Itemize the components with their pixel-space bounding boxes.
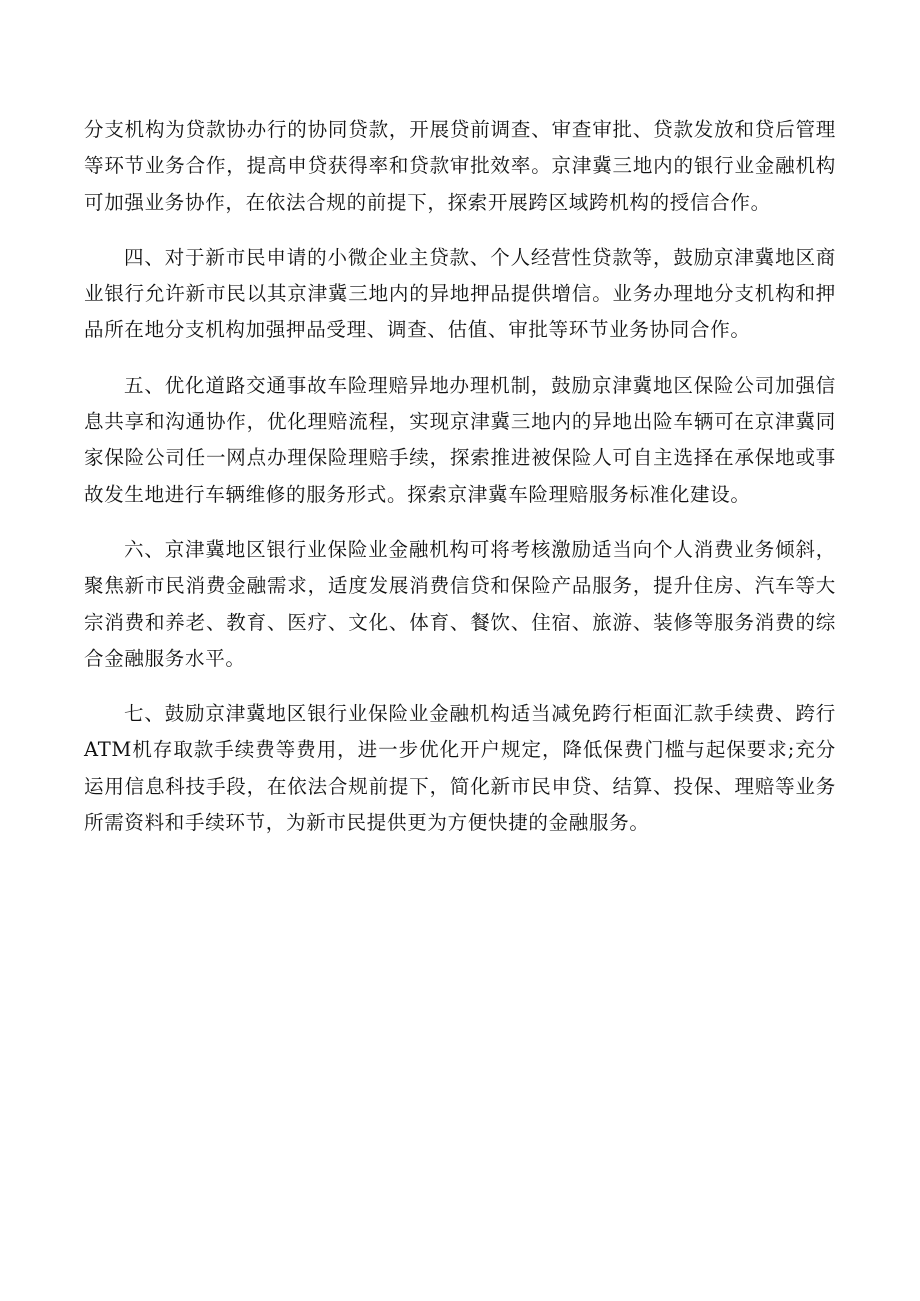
document-body <box>84 112 836 841</box>
paragraph-item-5: 五、优化道路交通事故车险理赔异地办理机制，鼓励京津冀地区保险公司加强信息共享和沟通协作，优化理赔流程，实现京津冀三地内的异地出险车辆可在京津冀同家保险公司任一网点办理保险理赔手续，探索推进被保险人可自主选择在承保地或事故发生地进行车辆维修的服务形式。探索京津冀车险理赔服务标准化建设。 <box>84 373 836 506</box>
paragraph-item-7: 七、鼓励京津冀地区银行业保险业金融机构适当减免跨行柜面汇款手续费、跨行ATM机存取款手续费等费用，进一步优化开户规定，降低保费门槛与起保要求;充分运用信息科技手段，在依法合规前提下，简化新市民申贷、结算、投保、理赔等业务所需资料和手续环节，为新市民提供更为方便快捷的金融服务。 <box>84 702 836 835</box>
paragraph-item-4: 四、对于新市民申请的小微企业主贷款、个人经营性贷款等，鼓励京津冀地区商业银行允许新市民以其京津冀三地内的异地押品提供增信。业务办理地分支机构和押品所在地分支机构加强押品受理、调查、估值、审批等环节业务协同合作。 <box>84 245 836 342</box>
paragraph-item-6: 六、京津冀地区银行业保险业金融机构可将考核激励适当向个人消费业务倾斜，聚焦新市民消费金融需求，适度发展消费信贷和保险产品服务，提升住房、汽车等大宗消费和养老、教育、医疗、文化、体育、餐饮、住宿、旅游、装修等服务消费的综合金融服务水平。 <box>84 537 836 670</box>
paragraph-continuation: 分支机构为贷款协办行的协同贷款，开展贷前调查、审查审批、贷款发放和贷后管理等环节业务合作，提高申贷获得率和贷款审批效率。京津冀三地内的银行业金融机构可加强业务协作，在依法合规的前提下，探索开展跨区域跨机构的授信合作。 <box>84 118 836 214</box>
